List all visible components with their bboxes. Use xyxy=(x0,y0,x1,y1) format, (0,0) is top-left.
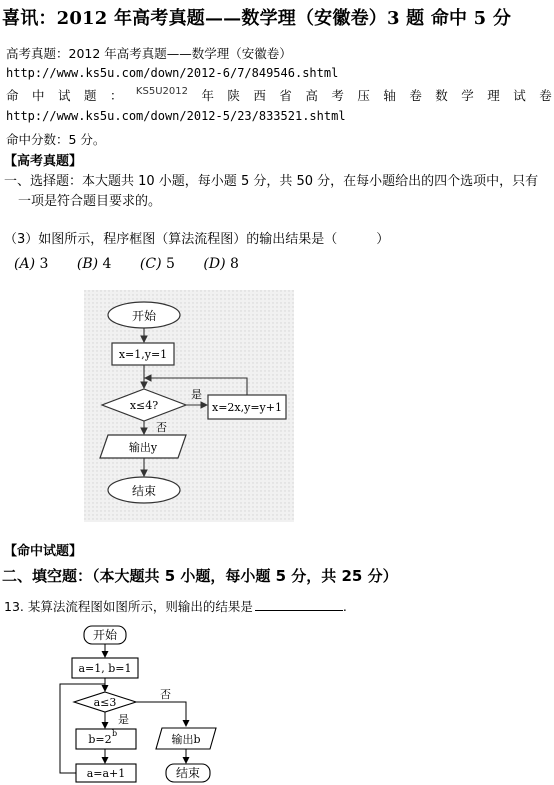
section-mingzhong-heading: 【命中试题】 xyxy=(4,544,83,559)
answer-options xyxy=(14,256,263,272)
flowchart-1 xyxy=(84,290,294,522)
fc2-start-label: 开始 xyxy=(92,628,118,642)
score-line: 命中分数：5 分。 xyxy=(6,132,106,147)
fc2-end-label: 结束 xyxy=(175,766,201,780)
mingzhong-char: 高 xyxy=(305,88,318,103)
mingzhong-source-label xyxy=(6,86,552,104)
mingzhong-char: 考 xyxy=(331,88,344,103)
fc1-yes-label: 是 xyxy=(191,388,202,401)
fc2-assign-label: b=2 xyxy=(88,733,112,746)
mingzhong-char: 数 xyxy=(435,88,448,103)
fc2-assign-exponent: b xyxy=(112,729,118,738)
fc1-update-label: x=2x,y=y+1 xyxy=(212,401,282,414)
question-13-text: 13. 某算法流程图如图所示，则输出的结果是 xyxy=(4,599,253,614)
mingzhong-char: 题 xyxy=(83,88,97,103)
mingzhong-char: 压 xyxy=(357,88,370,103)
mingzhong-char: ： xyxy=(109,88,123,103)
gaokao-source-url[interactable]: http://www.ks5u.com/down/2012-6/7/849546.shtml xyxy=(6,66,339,80)
mingzhong-char: 省 xyxy=(279,88,292,103)
mingzhong-char: 西 xyxy=(253,88,266,103)
mingzhong-char: 中 xyxy=(31,88,45,103)
fc2-output-label: 输出b xyxy=(171,733,201,746)
fc2-yes-label: 是 xyxy=(118,713,129,726)
fill-in-heading: 二、填空题：（本大题共 5 小题，每小题 5 分，共 25 分） xyxy=(2,567,398,585)
fc2-no-label: 否 xyxy=(160,688,171,701)
fc1-start-label: 开始 xyxy=(131,309,157,323)
mingzhong-char: 命 xyxy=(6,88,19,103)
fc1-end-label: 结束 xyxy=(131,484,157,498)
fc1-output-label: 输出y xyxy=(128,441,158,454)
fc2-init-label: a=1, b=1 xyxy=(78,662,132,675)
fc2-inc-label: a=a+1 xyxy=(86,767,126,780)
mingzhong-char: 卷 xyxy=(409,88,422,103)
mingzhong-char: 理 xyxy=(487,88,500,103)
intro-line-1: 一、选择题：本大题共 10 小题，每小题 5 分，共 50 分，在每小题给出的四个选项中，只有 xyxy=(4,174,539,189)
question-13-end: . xyxy=(342,599,347,614)
page-title: 喜讯：2012 年高考真题——数学理（安徽卷）3 题 命中 5 分 xyxy=(2,8,512,29)
question-3: （3）如图所示，程序框图（算法流程图）的输出结果是（ ） xyxy=(4,232,390,247)
mingzhong-char: 年 xyxy=(201,88,214,103)
option-d[interactable]: (D) 8 xyxy=(203,256,239,272)
mingzhong-char: 陕 xyxy=(227,88,240,103)
mingzhong-char: 试 xyxy=(57,88,71,103)
fc1-init-label: x=1,y=1 xyxy=(118,348,168,361)
question-13 xyxy=(4,597,347,615)
option-c[interactable]: (C) 5 xyxy=(139,256,175,272)
intro-line-2: 一项是符合题目要求的。 xyxy=(18,194,162,209)
option-b[interactable]: (B) 4 xyxy=(76,256,112,272)
fc1-no-label: 否 xyxy=(156,421,167,434)
fc1-condition-label: x≤4? xyxy=(129,399,159,412)
mingzhong-char: 卷 xyxy=(539,88,552,103)
mingzhong-char: 轴 xyxy=(383,88,396,103)
gaokao-source-label: 高考真题：2012 年高考真题——数学理（安徽卷） xyxy=(6,46,292,61)
section-gaokao-heading: 【高考真题】 xyxy=(4,154,83,169)
mingzhong-char: 试 xyxy=(513,88,526,103)
fc2-condition-label: a≤3 xyxy=(93,696,117,709)
option-a[interactable]: (A) 3 xyxy=(14,256,49,272)
mingzhong-brand: KS5U2012 xyxy=(135,86,188,97)
flowchart-2 xyxy=(56,622,236,784)
mingzhong-source-url[interactable]: http://www.ks5u.com/down/2012-5/23/833521.shtml xyxy=(6,109,346,123)
answer-blank[interactable] xyxy=(255,599,343,611)
mingzhong-char: 学 xyxy=(461,88,474,103)
